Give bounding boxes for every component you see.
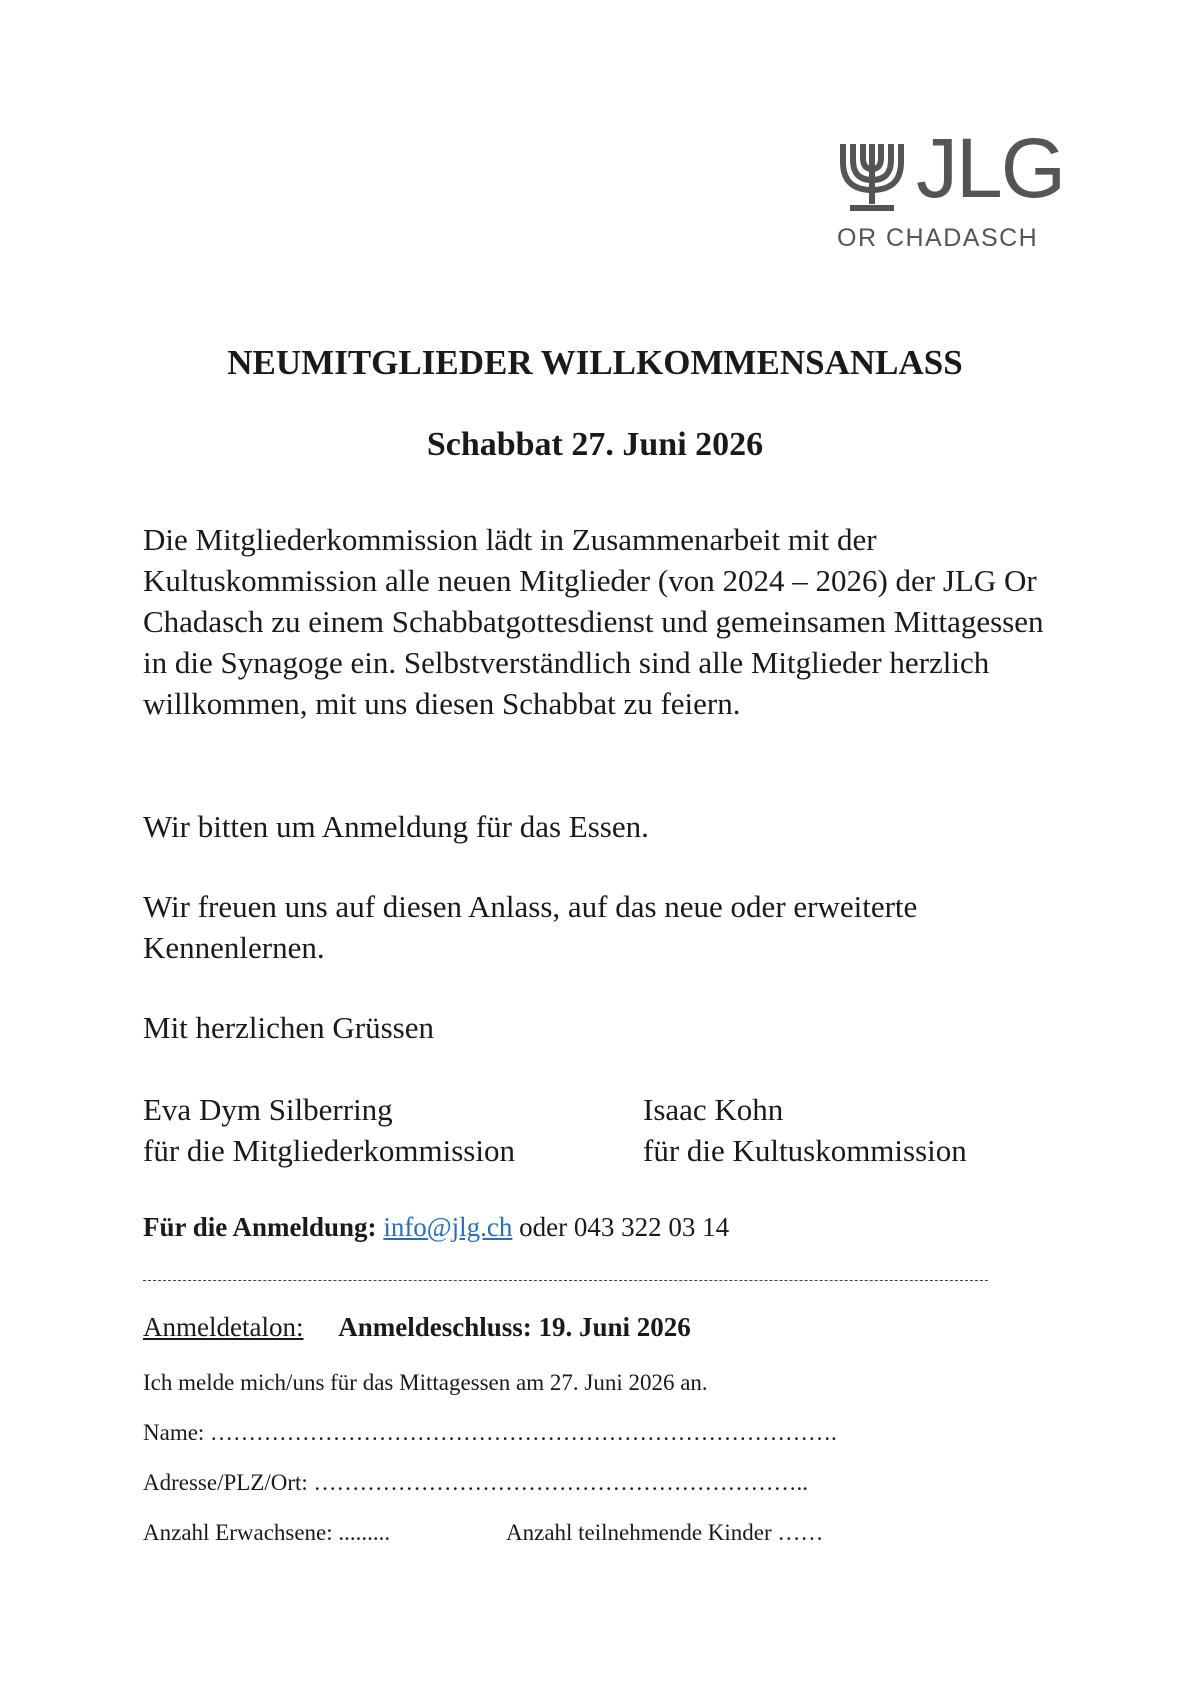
talon-statement: Ich melde mich/uns für das Mittagessen am 27. Juni 2026 an. [143,1370,708,1395]
jlg-logo [836,121,1066,252]
greeting: Mit herzlichen Grüssen [143,1010,434,1045]
logo-letters: JLG [916,121,1065,215]
signature-name: Eva Dym Silberring [143,1092,393,1127]
registration-deadline: Anmeldeschluss: 19. Juni 2026 [338,1312,691,1342]
signature-role: für die Mitgliederkommission [143,1133,515,1168]
registration-request: Wir bitten um Anmeldung für das Essen. [143,809,649,844]
children-count-field: Anzahl teilnehmende Kinder …… [506,1520,824,1545]
signature-name: Isaac Kohn [643,1092,784,1127]
event-date: Schabbat 27. Juni 2026 [426,426,764,463]
signature-kultuskommission [643,1089,967,1171]
thanks-paragraph: Wir freuen uns auf diesen Anlass, auf das neue oder erweiterte Kennenlernen. [143,889,918,965]
phone-number: 043 322 03 14 [573,1212,730,1242]
participants-row [143,1518,824,1548]
talon-label: Anmeldetalon: [143,1312,304,1342]
address-field: Adresse/PLZ/Ort: ……………………………………………………….. [143,1470,809,1495]
email-link[interactable]: info@jlg.ch [383,1212,513,1242]
registration-contact [143,1210,729,1244]
cut-line-divider [143,1280,988,1281]
contact-connector: oder [519,1212,568,1242]
contact-label: Für die Anmeldung: [143,1212,377,1242]
signature-role: für die Kultuskommission [643,1133,967,1168]
talon-header [143,1310,691,1344]
adults-count-field: Anzahl Erwachsene: ......... [143,1520,391,1545]
page-title: NEUMITGLIEDER WILLKOMMENSANLASS [227,343,963,382]
intro-paragraph: Die Mitgliederkommission lädt in Zusammenarbeit mit der Kultuskommission alle neuen Mitglieder (von 2024 – 2026) der JLG Or Chadasch zu einem Schabbatgottesdienst und gemeinsamen Mittagessen in die Synagoge ein. Selbstverständlich sind alle Mitglieder herzlich willkommen, mit uns diesen Schabbat zu feiern. [143,522,1044,721]
name-field: Name: ………………………………………………………………………. [143,1420,837,1445]
logo-subline: OR CHADASCH [837,224,1039,252]
menorah-icon [836,142,908,214]
signature-mitgliederkommission [143,1089,515,1171]
